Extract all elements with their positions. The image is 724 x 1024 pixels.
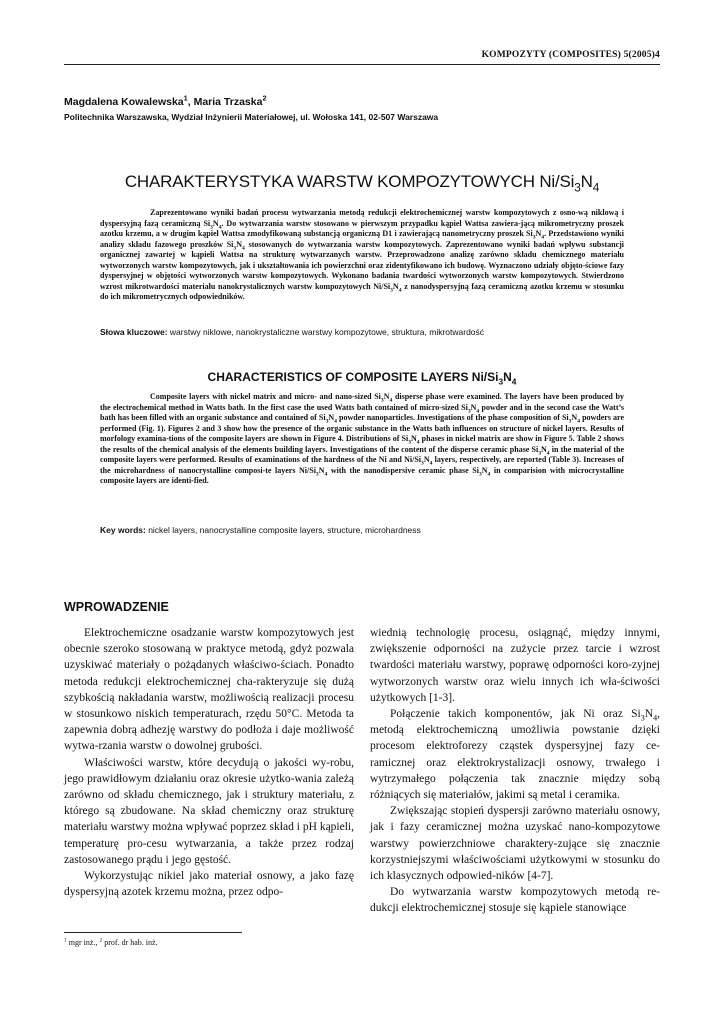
subscript: 4: [577, 418, 580, 425]
paragraph: Wykorzystując nikiel jako materiał osnowy, a jako fazę dyspersyjną azotek krzemu można, przez odpo-: [64, 870, 354, 899]
subscript: 4: [398, 287, 402, 294]
footnote-text-1: mgr inż.,: [66, 938, 100, 947]
formula-n: N: [535, 229, 542, 238]
formula-n: N: [644, 708, 654, 721]
formula-n: N: [470, 402, 477, 412]
abstract-pl-part: . Przedstawiono wyniki analizy składu fazowego proszków Si: [100, 229, 624, 249]
formula-n: N: [423, 455, 430, 464]
abstract-en-part: disperse phase were examined. The layers have been produced by the electrochemical method in Watts bath. In the first case the used Watts bath contained of micro-sized Si: [100, 392, 624, 412]
abstract-english: [100, 392, 624, 487]
subscript: 4: [389, 397, 393, 404]
subscript: 4: [541, 234, 545, 241]
subscript: 3: [233, 245, 237, 252]
paragraph-part: Połączenie takich komponentów, jak Ni oraz Si: [390, 708, 641, 721]
title-pl-sub-4: 4: [592, 180, 600, 195]
keywords-pl-label: Słowa kluczowe:: [100, 327, 168, 337]
formula-n: N: [328, 413, 335, 422]
abstract-pl-part: Zaprezentowano wyniki badań procesu wytwarzania metodą redukcji elektrochemicznej warstw kompozytowych z osno-wą niklową i dyspersyjną fazą ceramiczną Si: [100, 208, 624, 228]
paragraph: Zwiększając stopień dyspersji zarówno materiału osnowy, jak i fazy ceramicznej można uzyskać nano-kompozytowe warstwy powierzchniowe charaktery-zujące się znacznie korzystniejszymi właściwościami użytkowymi w stosunku do ich klasycznych odpowied-ników [4-7].: [370, 805, 660, 883]
subscript: 3: [408, 439, 412, 446]
subscript: 4: [334, 418, 337, 425]
keywords-en-text: nickel layers, nanocrystalline composite layers, structure, microhardness: [145, 525, 421, 535]
affiliation: Politechnika Warszawska, Wydział Inżynierii Materiałowej, ul. Wołoska 141, 02-507 Warszawa: [64, 112, 439, 122]
subscript: 3: [532, 234, 536, 241]
abstract-polish: [100, 208, 624, 303]
paper-title-english: [64, 370, 660, 387]
subscript: 3: [568, 418, 572, 425]
subscript: 3: [640, 713, 645, 723]
subscript: 3: [467, 408, 471, 415]
paragraph-part: , metodą elektrochemiczną umożliwia powstanie dzięki procesom elektroforezy cząstek dyspersyjnej fazy ce-ramicznej oraz elektrokrystalizacji osnowy, trwałego i wytrzymałego połączenia tak znacznie między sobą różniących się materiałów, jakimi są metal i ceramika.: [370, 708, 660, 802]
abstract-pl-part: . Do wytwarzania warstw stosowano w pierwszym przypadku kąpiel Wattsa zawiera-jącą mikrometryczny proszek azotku krzemu, a w drugim kąpiel Wattsa zmodyfikowaną substancją organiczną D1 i zawierającą nanometryczny proszek Si: [100, 218, 624, 238]
abstract-en-part: phases in nickel matrix are show in Figure 5. Table 2 shows the results of the chemical analysis of the elements building layers. Investigations of the content of the disperse ceramic phase Si: [100, 434, 624, 454]
abstract-pl-part: stosowanych do wytwarzania warstw kompozytowych. Zaprezentowano wyniki badań wpływu substancji organicznej zawartej w kąpieli Wattsa na strukturę wytwarzanych warstw. Przeprowadzono analizę zarówno składu chemicznego materiału wytworzonych warstw kompozytowych, jak i ukształtowania ich powierzchni oraz zidentyfikowano ich budowę. Wyznaczono udziały objęto-ściowe fazy dyspersyjnej w objętości wytworzonych warstw kompozytowych. Wykonano badania twardości wytworzonych warstw kompozytowych. Stwierdzono wzrost mikrotwardości materiału nanokrystalicznych warstw kompozytowych Ni/Si: [100, 239, 625, 291]
subscript: 4: [546, 450, 550, 457]
subscript: 3: [421, 460, 424, 467]
formula-n: N: [541, 444, 547, 454]
footnote: [64, 938, 158, 947]
paragraph: Elektrochemiczne osadzanie warstw kompozytowych jest obecnie szeroko stosowaną w praktyce metodą, gdyż pozwala uzyskiwać materiały o pożądanych właściwo-ściach. Ponadto metoda redukcji elektrochemicznej cha-rakteryzuje się dużą szybkością nakładania warstw, możliwością realizacji procesu w stosunkowo niskich temperaturach, rzędu 50°C. Metoda ta zapewnia dobrą adhezję warstwy do podłoża i daje możliwość wytwa-rzania warstw o dowolnej grubości.: [64, 627, 354, 753]
author-1-marker: 1: [183, 93, 188, 103]
paper-title-polish: [64, 172, 660, 195]
subscript: 3: [478, 471, 482, 478]
formula-n: N: [411, 434, 417, 443]
author-name-2: Maria Trzaska: [193, 96, 263, 108]
subscript: 3: [380, 397, 384, 404]
author-line: [64, 93, 267, 108]
paragraph: Właściwości warstw, które decydują o jakości wy-robu, jego prawidłowym działaniu oraz okresie użytko-wania zależą zarówno od składu chemicznego, jak i struktury materiału, z którego są zbudowane. Na skład chemiczny oraz strukturę materiału warstwy można wpływać poprzez skład i pH kąpieli, temperaturę pro-cesu wytwarzania, a także przez rodzaj zastosowanego prądu i jego gęstość.: [64, 756, 354, 866]
author-2-marker: 2: [262, 93, 267, 103]
subscript: 3: [315, 471, 319, 478]
title-pl-sub-3: 3: [574, 180, 581, 195]
subscript: 3: [210, 224, 213, 231]
formula-n: N: [236, 239, 242, 249]
title-pl-text: CHARAKTERYSTYKA WARSTW KOMPOZYTOWYCH Ni/Si: [124, 172, 575, 191]
header-rule: [64, 64, 660, 65]
keywords-pl-text: warstwy niklowe, nanokrystaliczne warstwy kompozytowe, struktura, mikrotwardość: [167, 327, 485, 337]
footnote-rule: [64, 932, 242, 933]
subscript: 4: [218, 224, 222, 231]
subscript: 4: [429, 460, 433, 467]
formula-n: N: [481, 465, 488, 475]
abstract-en-part: in comparision with microcrystalline composite layers are identi-fied.: [100, 465, 624, 485]
abstract-en-part: powders are performed (Fig. 1). Figures 2 and 3 show how the presence of the organic substance in the Watts bath influences on structure of nickel layers. Results of morfology examina-tions of the composite layers are shown in Figure 4. Distributions of Si: [100, 413, 625, 443]
paragraph: [370, 706, 660, 803]
formula-n: N: [212, 218, 219, 228]
footnote-marker-1: 1: [64, 937, 67, 944]
title-pl-n: N: [580, 172, 593, 191]
subscript: 3: [390, 287, 393, 294]
author-name-1: Magdalena Kowalewska: [64, 96, 184, 108]
abstract-en-part: powder and in the second case the Watt’s bath has been filled with an organic substance and contained of Si: [100, 402, 624, 422]
keywords-polish: [100, 327, 484, 337]
body-column-right: [370, 625, 660, 917]
subscript: 3: [325, 418, 329, 425]
section-heading-introduction: WPROWADZENIE: [64, 600, 169, 614]
abstract-en-part: layers, respectively, are reported (Table 3). Increases of the microhardness of nanocrystalline composi-te layers Ni/Si: [100, 455, 624, 475]
title-en-text: CHARACTERISTICS OF COMPOSITE LAYERS Ni/Si: [207, 370, 499, 384]
keywords-english: [100, 525, 421, 535]
subscript: 4: [476, 408, 480, 415]
keywords-en-label: Key words:: [100, 525, 146, 535]
abstract-en-part: Composite layers with nickel matrix and micro- and nano-sized Si: [150, 392, 381, 401]
subscript: 3: [538, 450, 541, 457]
author-separator: ,: [187, 96, 194, 108]
formula-n: N: [392, 281, 399, 291]
formula-n: N: [383, 392, 390, 401]
abstract-pl-part: z nanodyspersyjną fazą ceramiczną azotku krzemu w stosunku do ich mikrometrycznych odpowiedników.: [100, 281, 624, 301]
formula-n: N: [571, 413, 578, 422]
subscript: 4: [241, 245, 245, 252]
footnote-marker-2: 2: [99, 937, 103, 944]
body-column-left: [64, 625, 354, 900]
title-en-n: N: [503, 370, 512, 384]
subscript: 4: [324, 471, 328, 478]
title-en-sub-4: 4: [511, 376, 517, 387]
paragraph: Do wytwarzania warstw kompozytowych metodą re-dukcji elektrochemicznej stosuje się kąpiele stanowiące: [370, 886, 660, 915]
abstract-en-part: in the material of the composite layers were performed. Results of examinations of the hardness of the Ni and Ni/Si: [100, 444, 624, 464]
title-en-sub-3: 3: [498, 376, 504, 387]
subscript: 4: [653, 713, 658, 723]
formula-n: N: [318, 465, 325, 475]
subscript: 4: [487, 471, 491, 478]
abstract-en-part: with the nanodispersive ceramic phase Si: [327, 465, 479, 475]
abstract-en-part: powder nanoparticles. Investigations of the phase composition of Si: [336, 413, 569, 422]
journal-running-head: KOMPOZYTY (COMPOSITES) 5(2005)4: [481, 50, 660, 60]
subscript: 4: [416, 439, 420, 446]
footnote-text-2: prof. dr hab. inż.: [102, 938, 158, 947]
paragraph-continued: wiednią technologię procesu, osiągnąć, między innymi, zwiększenie odporności na zużycie przez tarcie i wzrost twardości materiału warstwy, poprawę odporności koro-zyjnej wytworzonych warstw oraz wielu innych ich wła-ściwości użytkowych [1-3].: [370, 627, 660, 704]
